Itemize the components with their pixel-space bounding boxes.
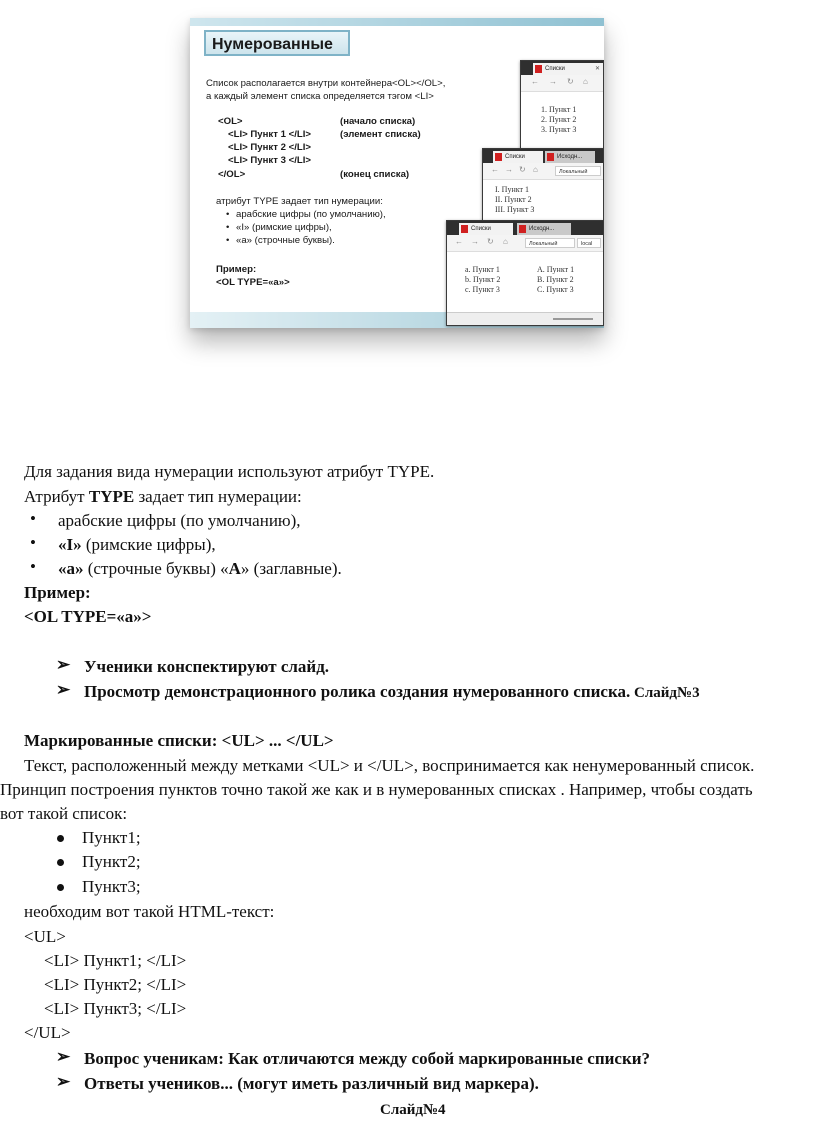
forward-icon: → xyxy=(471,237,479,246)
close-icon: ✕ xyxy=(594,66,600,72)
slide-code-line: <LI> Пункт 2 </LI> xyxy=(228,142,311,153)
browser-tab xyxy=(493,151,543,163)
paragraph: Принцип построения пунктов точно такой же как и в нумерованных списках . Например, чтобы создать xyxy=(0,780,753,799)
slide-type-bullet: • xyxy=(226,235,230,246)
browser-tab xyxy=(517,223,571,235)
address-bar-2: local xyxy=(577,238,601,248)
browser-toolbar xyxy=(483,163,603,180)
forward-icon: → xyxy=(549,77,557,86)
list-item: A. Пункт 1 xyxy=(537,265,575,274)
list-item: C. Пункт 3 xyxy=(537,285,574,294)
text-run: (строчные буквы) « xyxy=(83,559,229,578)
text-run: Атрибут xyxy=(24,487,89,506)
list-item: Пункт2; xyxy=(82,852,141,871)
browser-tab-icon xyxy=(547,153,554,161)
slide-type-bullet: • xyxy=(226,222,230,233)
back-icon: ← xyxy=(491,165,499,174)
browser-list-lower xyxy=(465,265,500,295)
list-item: III. Пункт 3 xyxy=(495,205,535,214)
code-line: <LI> Пункт1; </LI> xyxy=(44,951,187,970)
slide-code-line: <LI> Пункт 1 </LI> xyxy=(228,129,311,140)
slide-code-line: </OL> xyxy=(218,169,246,180)
slide-code-comment: (начало списка) xyxy=(340,116,416,127)
arrow-bullet-icon: ➢ xyxy=(56,655,71,674)
code-line: <LI> Пункт3; </LI> xyxy=(44,999,187,1018)
list-item: b. Пункт 2 xyxy=(465,275,501,284)
slide-type-item: «I» (римские цифры), xyxy=(236,222,332,233)
bold-term: «a» xyxy=(58,559,84,578)
zoom-slider xyxy=(553,318,593,320)
list-item: Пункт3; xyxy=(82,877,141,896)
arrow-bullet-icon: ➢ xyxy=(56,1072,71,1091)
browser-tab-label: Списки xyxy=(471,226,491,232)
slide-intro-2: а каждый элемент списка определяется тэгом <LI> xyxy=(206,91,434,102)
bullet-dot-icon xyxy=(57,835,64,842)
browser-tab-label: Списки xyxy=(505,154,525,160)
browser-tab-icon xyxy=(461,225,468,233)
slide-code-line: <OL> xyxy=(218,116,243,127)
paragraph: необходим вот такой HTML-текст: xyxy=(24,902,275,921)
browser-list-arabic xyxy=(541,105,576,135)
browser-tab-label: Исходн... xyxy=(557,154,583,160)
arrow-bullet-icon: ➢ xyxy=(56,1047,71,1066)
list-item: арабские цифры (по умолчанию), xyxy=(58,511,301,530)
browser-statusbar xyxy=(447,312,603,325)
browser-tab-icon xyxy=(495,153,502,161)
bold-term: TYPE xyxy=(88,487,135,506)
browser-tab-label: Исходн... xyxy=(529,226,555,232)
bold-term: A xyxy=(228,559,241,578)
bullet-marker: • xyxy=(30,509,36,528)
paragraph: Текст, расположенный между метками <UL> и </UL>, воспринимается как ненумерованный список. xyxy=(24,756,755,775)
home-icon: ⌂ xyxy=(583,77,588,86)
list-item xyxy=(58,533,216,557)
slide-type-item: «a» (строчные буквы). xyxy=(236,235,335,246)
example-label: Пример: xyxy=(24,583,91,602)
list-item: 2. Пункт 2 xyxy=(541,115,577,124)
browser-tab xyxy=(545,151,595,163)
section-heading: Маркированные списки: <UL> ... </UL> xyxy=(24,731,334,750)
browser-toolbar xyxy=(521,75,603,92)
browser-tab xyxy=(533,63,603,75)
code-line: <UL> xyxy=(24,927,66,946)
slide-title: Нумерованные xyxy=(204,30,350,56)
list-item: I. Пункт 1 xyxy=(495,185,529,194)
back-icon: ← xyxy=(455,237,463,246)
task-item xyxy=(84,680,700,705)
list-item: II. Пункт 2 xyxy=(495,195,532,204)
text-run: задает тип нумерации: xyxy=(134,487,302,506)
text-run: » (заглавные). xyxy=(240,559,342,578)
slide-type-bullet: • xyxy=(226,209,230,220)
home-icon: ⌂ xyxy=(503,237,508,246)
slide-code-comment: (элемент списка) xyxy=(340,129,421,140)
browser-tab-icon xyxy=(519,225,526,233)
address-bar: Локальный xyxy=(525,238,575,248)
browser-list-roman xyxy=(495,185,534,215)
browser-tab-label: Списки xyxy=(545,66,565,72)
browser-tab-icon xyxy=(535,65,542,73)
slide-ref: Слайд№3 xyxy=(630,685,700,701)
reload-icon: ↻ xyxy=(487,237,494,246)
back-icon: ← xyxy=(531,77,539,86)
browser-window-letters xyxy=(446,220,604,326)
list-item: Пункт1; xyxy=(82,828,141,847)
paragraph: Для задания вида нумерации используют атрибут TYPE. xyxy=(24,462,435,481)
question-item: Вопрос ученикам: Как отличаются между собой маркированные списки? xyxy=(84,1049,651,1068)
arrow-bullet-icon: ➢ xyxy=(56,680,71,699)
list-item: B. Пункт 2 xyxy=(537,275,574,284)
reload-icon: ↻ xyxy=(519,165,526,174)
slide-type-attr-line: атрибут TYPE задает тип нумерации: xyxy=(216,196,383,207)
answer-item: Ответы учеников... (могут иметь различный вид маркера). xyxy=(84,1074,539,1093)
text-run: Просмотр демонстрационного ролика создания нумерованного списка. xyxy=(84,682,631,701)
code-line: </UL> xyxy=(24,1023,71,1042)
code-line: <LI> Пункт2; </LI> xyxy=(44,975,187,994)
bullet-dot-icon xyxy=(57,859,64,866)
text-run: (римские цифры), xyxy=(81,535,216,554)
list-item: 1. Пункт 1 xyxy=(541,105,577,114)
slide-example-label: Пример: xyxy=(216,264,257,275)
address-bar: Локальный xyxy=(555,166,601,176)
browser-toolbar xyxy=(447,235,603,252)
slide-example-code: <OL TYPE=«a»> xyxy=(216,277,290,288)
slide-top-band xyxy=(190,18,604,26)
task-item: Ученики конспектируют слайд. xyxy=(84,657,330,676)
list-item: a. Пункт 1 xyxy=(465,265,500,274)
browser-tab xyxy=(459,223,513,235)
bullet-marker: • xyxy=(30,557,36,576)
slide-image xyxy=(190,18,604,328)
paragraph xyxy=(24,485,302,509)
slide-code-line: <LI> Пункт 3 </LI> xyxy=(228,155,311,166)
bullet-marker: • xyxy=(30,533,36,552)
paragraph: вот такой список: xyxy=(0,804,128,823)
bold-term: «I» xyxy=(58,535,82,554)
list-item xyxy=(58,557,342,581)
home-icon: ⌂ xyxy=(533,165,538,174)
slide-intro-1: Список располагается внутри контейнера<OL></OL>, xyxy=(206,78,446,89)
browser-window-arabic xyxy=(520,60,604,162)
slide-ref: Слайд№4 xyxy=(380,1102,446,1118)
bullet-dot-icon xyxy=(57,884,64,891)
slide-type-item: арабские цифры (по умолчанию), xyxy=(236,209,386,220)
reload-icon: ↻ xyxy=(567,77,574,86)
slide-code-comment: (конец списка) xyxy=(340,169,410,180)
example-code: <OL TYPE=«a»> xyxy=(24,607,152,626)
list-item: c. Пункт 3 xyxy=(465,285,500,294)
list-item: 3. Пункт 3 xyxy=(541,125,577,134)
browser-list-upper xyxy=(537,265,574,295)
forward-icon: → xyxy=(505,165,513,174)
